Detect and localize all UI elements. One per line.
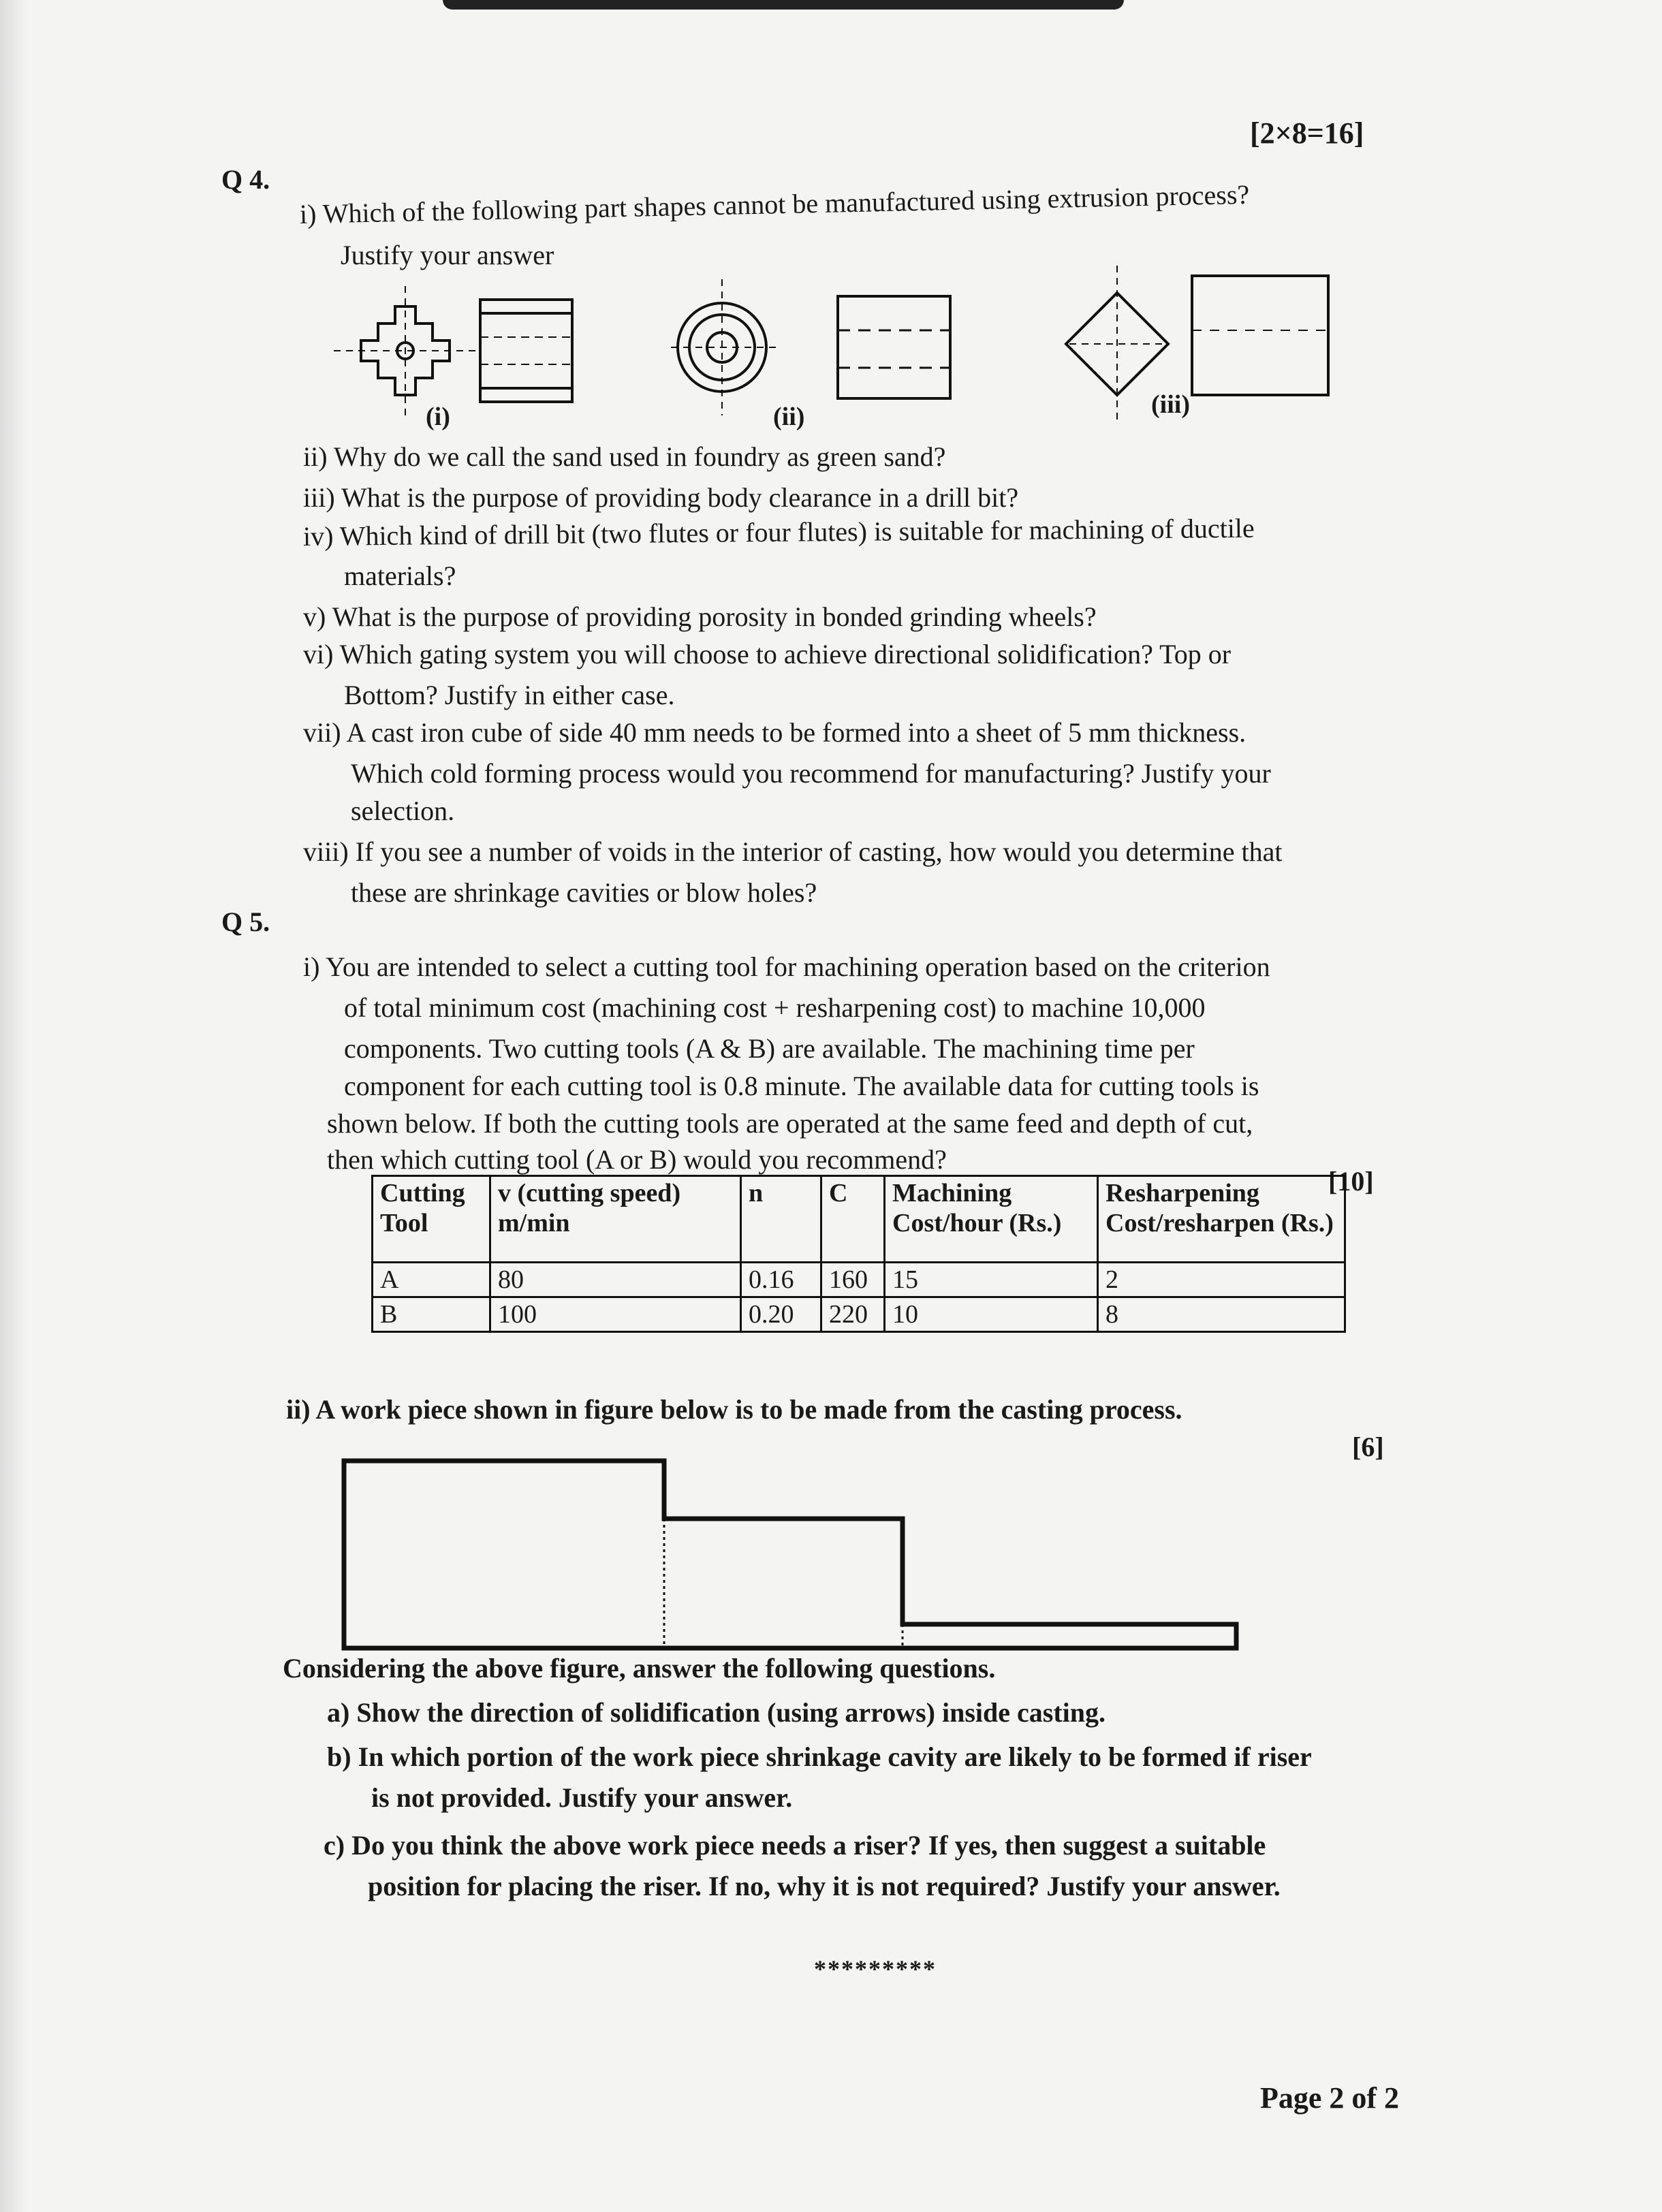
shape-ii-section (671, 279, 777, 415)
q4-item-viii: viii) If you see a number of voids in the interior of casting, how would you determine that (303, 836, 1283, 867)
table-cell: 0.20 (741, 1297, 821, 1332)
table-cell: 10 (885, 1297, 1098, 1332)
q5-i-marks: [10] (1328, 1166, 1374, 1197)
q4-item-viii-cont: these are shrinkage cavities or blow holes? (351, 877, 817, 908)
q4-i-text: i) Which of the following part shapes cannot be manufactured using extrusion process? (299, 178, 1250, 230)
table-header: Cutting Tool (373, 1176, 490, 1263)
considering-text: Considering the above figure, answer the following questions. (283, 1653, 996, 1684)
q5-sub-c-cont: position for placing the riser. If no, why it is not required? Justify your answer. (368, 1871, 1281, 1901)
q5-label: Q 5. (221, 906, 270, 937)
table-header: v (cutting speed) m/min (490, 1176, 741, 1263)
q4-label: Q 4. (221, 164, 270, 195)
shape-ii-side (838, 296, 950, 398)
q5-i-line3: components. Two cutting tools (A & B) are available. The machining time per (344, 1033, 1195, 1064)
workpiece-figure (334, 1451, 1253, 1655)
table-header: Machining Cost/hour (Rs.) (885, 1176, 1098, 1263)
extrusion-shapes-figure (313, 266, 1349, 429)
table-cell: B (373, 1297, 490, 1332)
shape-label-ii: (ii) (773, 402, 805, 431)
q4-item-vi: vi) Which gating system you will choose to achieve directional solidification? Top or (303, 639, 1232, 669)
stepped-workpiece-outline (344, 1461, 1236, 1648)
table-header: C (821, 1176, 885, 1263)
q4-item-vii: vii) A cast iron cube of side 40 mm needs to be formed into a sheet of 5 mm thickness. (303, 717, 1246, 748)
q5-i-line4: component for each cutting tool is 0.8 minute. The available data for cutting tools is (344, 1071, 1259, 1101)
q5-ii-marks: [6] (1352, 1432, 1384, 1462)
shape-iii-side (1192, 276, 1328, 395)
table-cell: 15 (885, 1263, 1098, 1297)
table-row (373, 1297, 1345, 1332)
q4-item-vi-cont: Bottom? Justify in either case. (344, 680, 675, 710)
table-cell: 100 (490, 1297, 741, 1332)
q4-marks: [2×8=16] (1250, 116, 1364, 150)
table-cell: 80 (490, 1263, 741, 1297)
table-cell: A (373, 1263, 490, 1297)
shape-label-i: (i) (426, 402, 450, 431)
q5-sub-a: a) Show the direction of solidification (using arrows) inside casting. (327, 1697, 1106, 1728)
table-cell: 220 (821, 1297, 885, 1332)
q4-item-ii: ii) Why do we call the sand used in foundry as green sand? (303, 441, 946, 472)
q5-i-line6: then which cutting tool (A or B) would you recommend? (327, 1144, 947, 1175)
q5-sub-b-cont: is not provided. Justify your answer. (371, 1782, 793, 1813)
cutting-tool-table (371, 1175, 1346, 1333)
q4-item-iii: iii) What is the purpose of providing body clearance in a drill bit? (303, 482, 1019, 513)
table-cell: 0.16 (741, 1263, 821, 1297)
shape-i-side (480, 300, 572, 402)
table-header: n (741, 1176, 821, 1263)
q5-i-line1: i) You are intended to select a cutting tool for machining operation based on the criterion (303, 951, 1270, 982)
table-cell: 2 (1098, 1263, 1345, 1297)
scan-top-edge (443, 0, 1124, 10)
table-header: Resharpening Cost/resharpen (Rs.) (1098, 1176, 1345, 1263)
table-cell: 8 (1098, 1297, 1345, 1332)
q4-item-vii-cont: Which cold forming process would you recommend for manufacturing? Justify your (351, 758, 1271, 789)
scan-left-edge (0, 0, 27, 2212)
q4-i-text2: Justify your answer (341, 240, 554, 270)
table-header-row (373, 1176, 1345, 1263)
q5-i-line5: shown below. If both the cutting tools are operated at the same feed and depth of cut, (327, 1108, 1253, 1139)
q5-sub-c: c) Do you think the above work piece needs a riser? If yes, then suggest a suitable (324, 1830, 1266, 1861)
end-marker: ********* (814, 1955, 937, 1982)
page-number: Page 2 of 2 (1260, 2081, 1400, 2115)
shape-i-section (334, 286, 477, 419)
q5-ii-text: ii) A work piece shown in figure below is to be made from the casting process. (286, 1394, 1182, 1425)
q5-sub-b: b) In which portion of the work piece shrinkage cavity are likely to be formed if riser (327, 1741, 1312, 1772)
q4-item-iv: iv) Which kind of drill bit (two flutes or four flutes) is suitable for machining of ductile (302, 512, 1255, 552)
shape-label-iii: (iii) (1151, 390, 1190, 419)
q4-item-v: v) What is the purpose of providing porosity in bonded grinding wheels? (303, 601, 1097, 632)
q4-item-vii-cont2: selection. (351, 795, 455, 826)
table-row (373, 1263, 1345, 1297)
q4-item-iv-cont: materials? (344, 560, 456, 591)
q5-i-line2: of total minimum cost (machining cost + resharpening cost) to machine 10,000 (344, 992, 1206, 1023)
table-cell: 160 (821, 1263, 885, 1297)
